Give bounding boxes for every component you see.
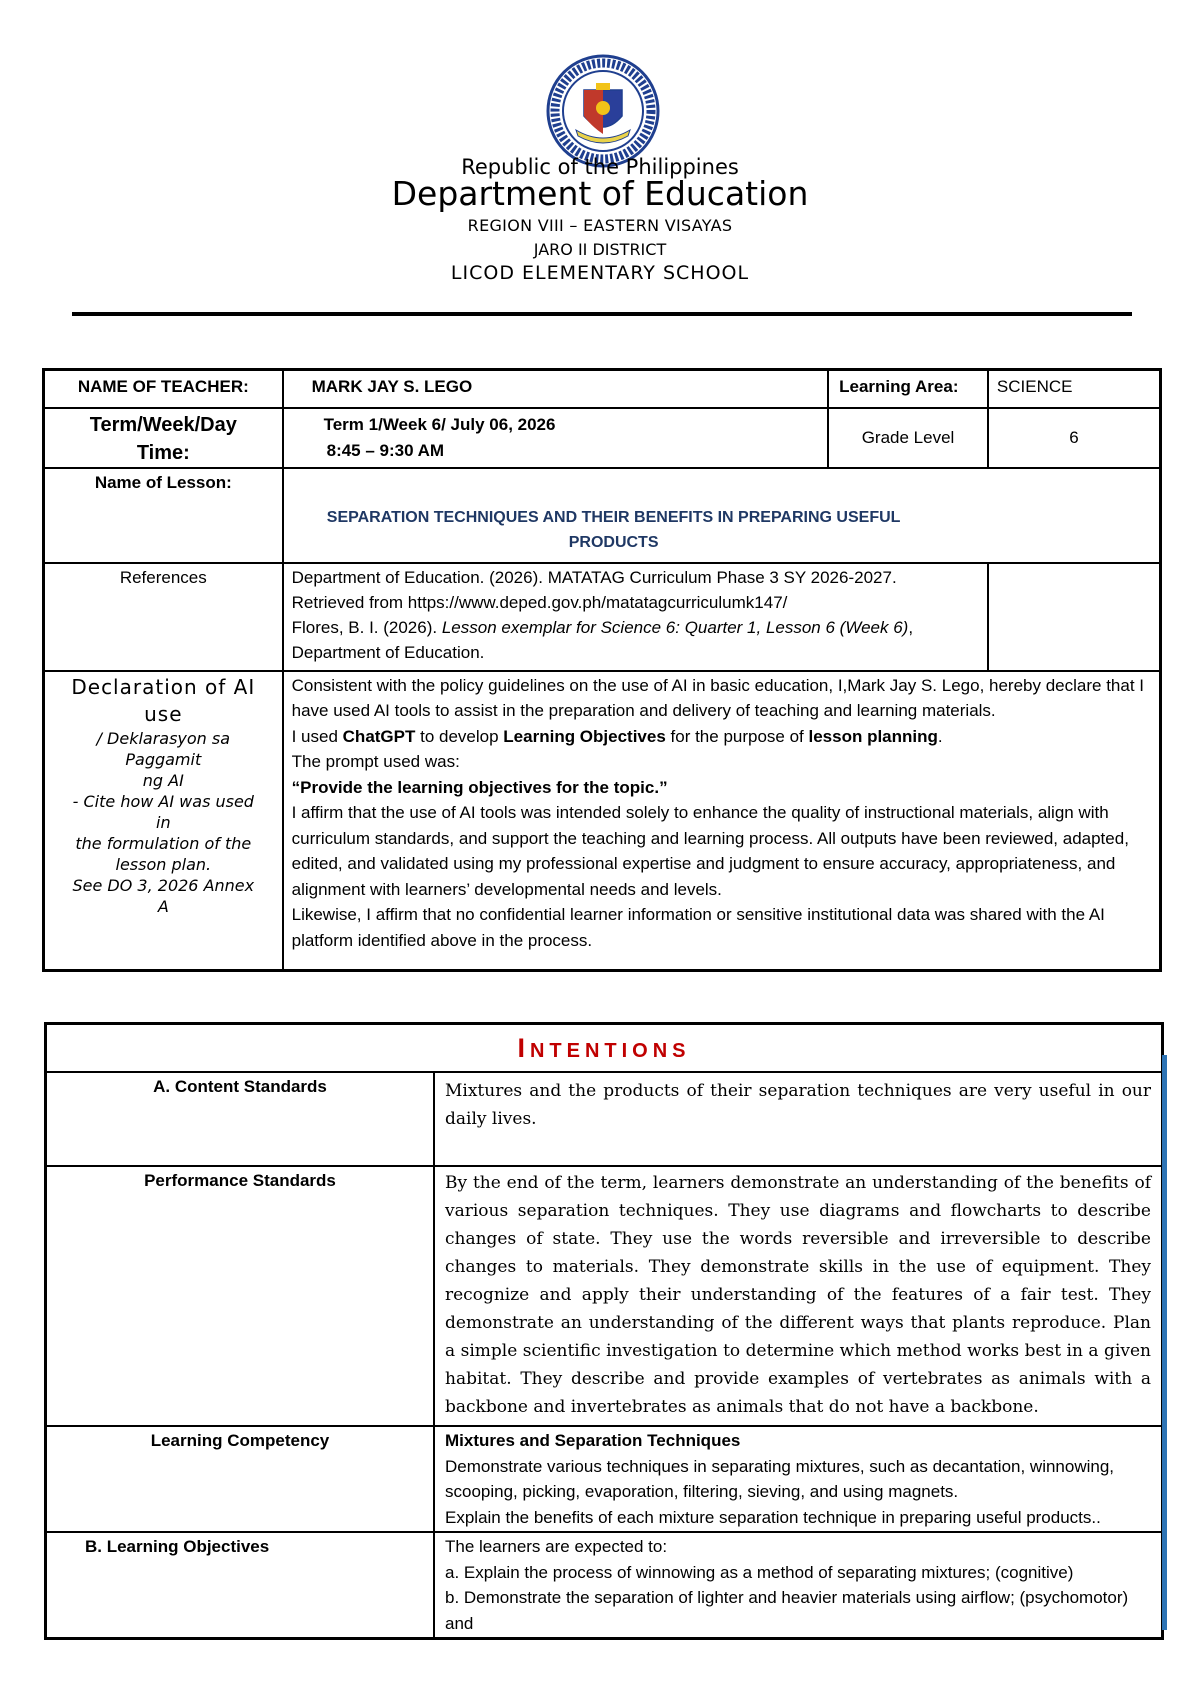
teacher-value: MARK JAY S. LEGO — [283, 370, 829, 408]
learning-area-label: Learning Area: — [828, 370, 988, 408]
competency-title: Mixtures and Separation Techniques — [445, 1431, 741, 1450]
term-label — [44, 408, 283, 468]
objective-item: a. Explain the process of winnowing as a method of separating mixtures; (cognitive) — [445, 1562, 1074, 1582]
term-label-line-2: Time: — [136, 441, 190, 464]
lesson-title-line-2: PRODUCTS — [568, 533, 659, 551]
region-line: REGION VIII – EASTERN VISAYAS — [467, 216, 733, 235]
content-standards-label: A. Content Standards — [46, 1072, 435, 1166]
prompt-text: “Provide the learning objectives for the topic.” — [291, 777, 668, 797]
header-divider — [72, 312, 1132, 316]
reference-line: Department of Education. — [291, 642, 485, 662]
intentions-header: INTENTIONS — [46, 1024, 1163, 1073]
declaration-paragraph: Likewise, I affirm that no confidential learner information or sensitive institutional data was shared with the AI platform identified above in the process. — [291, 905, 1105, 950]
ai-declaration-label: Declaration of AI use / Deklarasyon sa Paggamit ng AI - Cite how AI was used in the formulation of the lesson plan. See DO 3, 2026 Annex A — [44, 671, 283, 971]
references-empty-cell — [988, 563, 1161, 671]
republic-heading: Republic of the Philippines — [461, 155, 739, 179]
grade-level-label: Grade Level — [828, 408, 988, 468]
grade-level-value: 6 — [988, 408, 1161, 468]
references-label: References — [44, 563, 283, 671]
objective-item: b. Demonstrate the separation of lighter and heavier materials using airflow; (psychomotor) and — [445, 1588, 1129, 1633]
term-label-line-1: Term/Week/Day — [89, 413, 237, 436]
performance-standards-value: By the end of the term, learners demonstrate an understanding of the benefits of various separation techniques. They use diagrams and flowcharts to describe changes of state. They use the words reversible and irreversible to describe changes to materials. They demonstrate skills in the use of equipment. They recognize and apply their understanding of the features of a fair test. They demonstrate an understanding of the different ways that plants reproduce. Plan a simple scientific investigation to determine which method works best in a given habitat. They describe and provide examples of vertebrates as animals with a backbone and invertebrates as animals that do not have a backbone. — [434, 1166, 1163, 1426]
teacher-label: NAME OF TEACHER: — [44, 370, 283, 408]
lesson-title-line-1: SEPARATION TECHNIQUES AND THEIR BENEFITS IN PREPARING USEFUL — [326, 508, 901, 526]
declaration-paragraph: I affirm that the use of AI tools was intended solely to enhance the quality of instructional materials, align with curriculum standards, and support the teaching and learning process. All outputs have been reviewed, adapted, edited, and validated using my professional expertise and judgment to ensure accuracy, appropriateness, and alignment with learners’ developmental needs and levels. — [291, 803, 1129, 899]
school-name: LICOD ELEMENTARY SCHOOL — [450, 262, 750, 284]
ai-declaration-text — [283, 671, 1161, 971]
term-value-line-1: Term 1/Week 6/ July 06, 2026 — [323, 414, 556, 434]
content-standards-value: Mixtures and the products of their separation techniques are very useful in our daily lives. — [434, 1072, 1163, 1166]
intentions-table — [44, 1022, 1164, 1640]
learning-competency-value — [434, 1426, 1163, 1532]
reference-line: Flores, B. I. (2026). Lesson exemplar for Science 6: Quarter 1, Lesson 6 (Week 6), — [291, 617, 914, 637]
lesson-title — [284, 469, 944, 555]
competency-item: Demonstrate various techniques in separating mixtures, such as decantation, winnowing, scooping, picking, evaporation, filtering, sieving, and using magnets. — [445, 1456, 1115, 1501]
learning-competency-label: Learning Competency — [46, 1426, 435, 1532]
term-value — [283, 408, 829, 468]
ai-title-line: Declaration of AI — [71, 674, 256, 699]
competency-item: Explain the benefits of each mixture separation technique in preparing useful products.. — [445, 1507, 1101, 1527]
lesson-info-table — [42, 368, 1162, 972]
table-right-border-accent — [1162, 1055, 1167, 1630]
reference-line: Department of Education. (2026). MATATAG Curriculum Phase 3 SY 2026-2027. — [291, 567, 897, 587]
declaration-paragraph: Consistent with the policy guidelines on the use of AI in basic education, I,Mark Jay S. Lego, hereby declare that I have used AI tools to assist in the preparation and delivery of teaching and learning materials. — [291, 675, 1144, 720]
declaration-paragraph: I used ChatGPT to develop Learning Objectives for the purpose of lesson planning. — [291, 726, 943, 746]
learning-area-value: SCIENCE — [988, 370, 1161, 408]
objectives-intro: The learners are expected to: — [445, 1537, 668, 1556]
lesson-label: Name of Lesson: — [44, 468, 283, 563]
declaration-paragraph: The prompt used was: — [291, 752, 460, 771]
performance-standards-label: Performance Standards — [46, 1166, 435, 1426]
ai-title-line: use — [144, 701, 183, 726]
learning-objectives-value — [434, 1532, 1163, 1639]
time-value: 8:45 – 9:30 AM — [326, 440, 445, 460]
reference-line: Retrieved from https://www.deped.gov.ph/matatagcurriculumk147/ — [291, 592, 788, 612]
department-heading: Department of Education — [391, 174, 809, 213]
deped-seal-icon — [546, 54, 660, 168]
district-line: JARO II DISTRICT — [533, 240, 667, 259]
learning-objectives-label: B. Learning Objectives — [46, 1532, 435, 1639]
lesson-value — [283, 468, 1161, 563]
references-value — [283, 563, 988, 671]
